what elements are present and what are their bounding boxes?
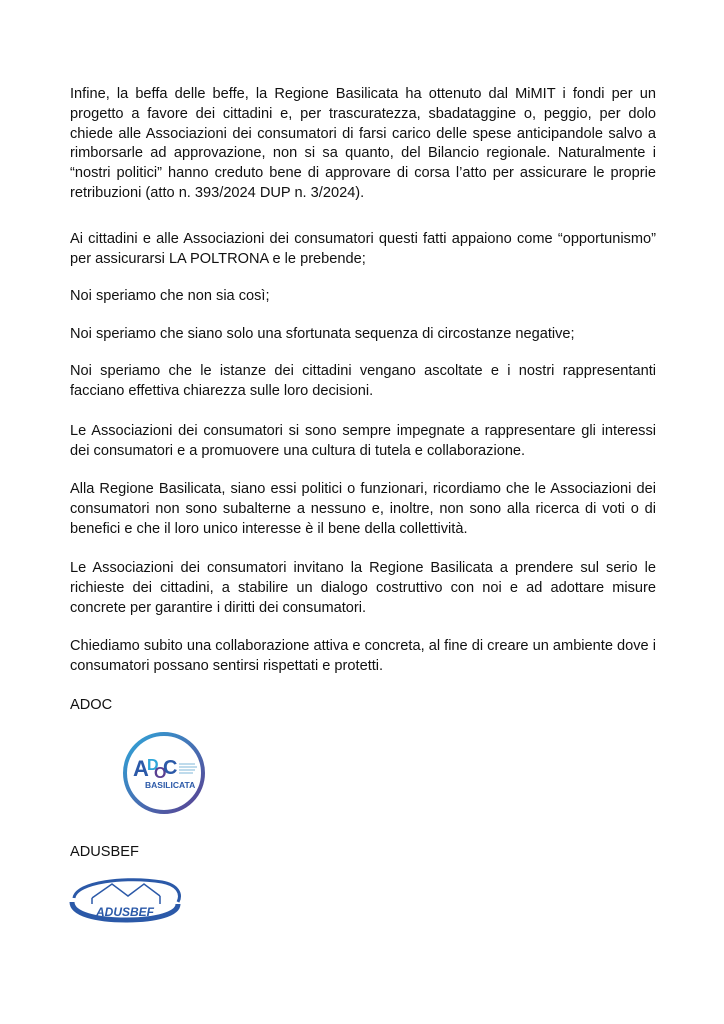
svg-text:BASILICATA: BASILICATA bbox=[145, 780, 196, 790]
svg-text:C: C bbox=[163, 757, 178, 779]
paragraph-9: Chiediamo subito una collaborazione attiva e concreta, al fine di creare un ambiente dove i consumatori possano sentirsi rispettati e protetti. bbox=[70, 638, 656, 674]
svg-text:O: O bbox=[154, 765, 167, 782]
svg-text:ADUSBEF: ADUSBEF bbox=[96, 905, 155, 919]
adoc-logo bbox=[121, 730, 207, 816]
paragraph-3: Noi speriamo che non sia così; bbox=[70, 288, 270, 304]
paragraph-6: Le Associazioni dei consumatori si sono sempre impegnate a rappresentare gli interessi dei consumatori e a promuovere una cultura di tutela e collaborazione. bbox=[70, 423, 656, 459]
paragraph-7: Alla Regione Basilicata, siano essi politici o funzionari, ricordiamo che le Associazioni dei consumatori non sono subalterne a nessuno e, inoltre, non sono alla ricerca di voti o di benefici e che il loro unico interesse è il bene della collettività. bbox=[70, 481, 656, 537]
paragraph-2: Ai cittadini e alle Associazioni dei consumatori questi fatti appaiono come “opportunismo” per assicurarsi LA POLTRONA e le prebende; bbox=[70, 231, 656, 267]
paragraph-4: Noi speriamo che siano solo una sfortunata sequenza di circostanze negative; bbox=[70, 326, 575, 342]
svg-text:D: D bbox=[147, 757, 159, 774]
signature-adoc: ADOC bbox=[70, 697, 113, 713]
svg-text:A: A bbox=[133, 756, 149, 781]
paragraph-5: Noi speriamo che le istanze dei cittadini vengano ascoltate e i nostri rappresentanti facciano effettiva chiarezza sulle loro decisioni. bbox=[70, 363, 656, 399]
adusbef-logo bbox=[66, 874, 184, 924]
paragraph-1: Infine, la beffa delle beffe, la Regione Basilicata ha ottenuto dal MiMIT i fondi per un progetto a favore dei cittadini e, per trascuratezza, sbadataggine o, peggio, per dolo chiede alle Associazioni dei consumatori di farsi carico delle spese anticipandole salvo a rimborsarle ad approvazione, non si sa quanto, del Bilancio regionale. Naturalmente i “nostri politici” hanno creduto bene di approvare di corsa l’atto per assicurare le proprie retribuzioni (atto n. 393/2024 DUP n. 3/2024). bbox=[70, 86, 656, 201]
paragraph-8: Le Associazioni dei consumatori invitano la Regione Basilicata a prendere sul serio le richieste dei cittadini, a stabilire un dialogo costruttivo con noi e ad adottare misure concrete per garantire i diritti dei consumatori. bbox=[70, 560, 656, 616]
signature-adusbef: ADUSBEF bbox=[70, 844, 139, 860]
